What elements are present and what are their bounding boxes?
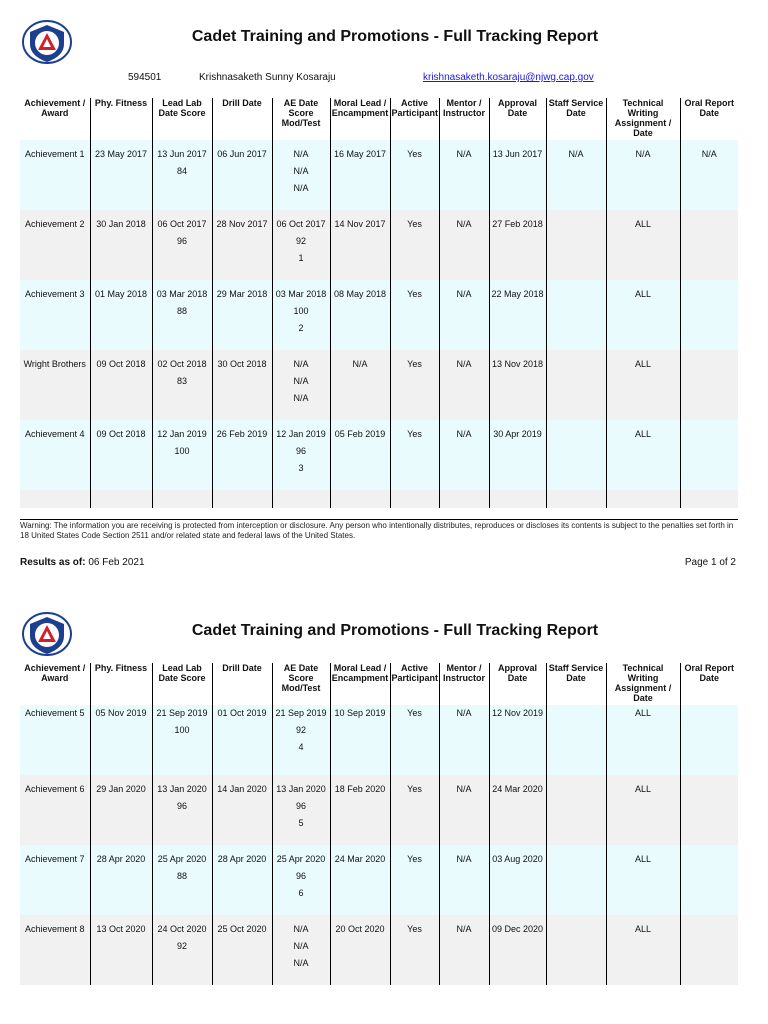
table-header-row [20,98,738,140]
table-cell: N/A N/A N/A [272,140,330,210]
table-cell [680,845,738,915]
column-header: Mentor / Instructor [439,98,489,140]
column-header: Phy. Fitness [90,98,152,140]
table-cell: 28 Apr 2020 [90,845,152,915]
table-cell: 25 Apr 2020 88 [152,845,212,915]
table-cell: N/A [439,280,489,350]
table-cell: 05 Nov 2019 [90,705,152,775]
table-cell: 03 Mar 2018 88 [152,280,212,350]
report-title: Cadet Training and Promotions - Full Tracking Report [191,622,599,639]
table-cell [680,350,738,420]
table-cell: N/A [439,705,489,775]
column-header: Drill Date [212,98,272,140]
table-cell: 09 Oct 2018 [90,350,152,420]
table-row [20,915,738,985]
table-row [20,210,738,280]
table-cell: 03 Mar 2018 100 2 [272,280,330,350]
table-cell: 12 Jan 2019 100 [152,420,212,490]
table-cell [390,490,439,508]
table-row [20,140,738,210]
table-row-filler [20,490,738,508]
table-cell: 22 May 2018 [489,280,546,350]
table-cell: N/A [606,140,680,210]
table-cell [546,915,606,985]
table-cell: Yes [390,280,439,350]
table-cell: N/A [680,140,738,210]
divider [20,519,738,520]
table-cell [606,490,680,508]
table-cell: Yes [390,420,439,490]
column-header: Phy. Fitness [90,663,152,705]
table-cell: N/A N/A N/A [272,915,330,985]
table-cell: Achievement 6 [20,775,90,845]
table-cell: 13 Nov 2018 [489,350,546,420]
table-cell: N/A N/A N/A [272,350,330,420]
column-header: AE Date Score Mod/Test [272,663,330,705]
table-cell: ALL [606,845,680,915]
table-cell: 06 Jun 2017 [212,140,272,210]
table-cell: 12 Jan 2019 96 3 [272,420,330,490]
column-header: Approval Date [489,663,546,705]
table-cell: 20 Oct 2020 [330,915,390,985]
results-as-of [20,557,145,568]
table-cell [546,210,606,280]
table-cell [680,420,738,490]
table-cell: 28 Apr 2020 [212,845,272,915]
table-cell: 09 Dec 2020 [489,915,546,985]
table-cell: 14 Nov 2017 [330,210,390,280]
column-header: Achievement / Award [20,663,90,705]
table-cell [546,350,606,420]
table-cell: 18 Feb 2020 [330,775,390,845]
table-cell: ALL [606,210,680,280]
table-cell: 27 Feb 2018 [489,210,546,280]
table-cell: N/A [439,915,489,985]
table-cell: 24 Mar 2020 [489,775,546,845]
table-cell: N/A [439,775,489,845]
table-cell: 23 May 2017 [90,140,152,210]
table-cell: 06 Oct 2017 92 1 [272,210,330,280]
table-cell: 13 Oct 2020 [90,915,152,985]
table-cell: 26 Feb 2019 [212,420,272,490]
table-cell: 29 Mar 2018 [212,280,272,350]
column-header: Achievement / Award [20,98,90,140]
table-cell: ALL [606,705,680,775]
table-cell: 01 Oct 2019 [212,705,272,775]
table-cell: 14 Jan 2020 [212,775,272,845]
table-cell: N/A [439,210,489,280]
column-header: Drill Date [212,663,272,705]
table-cell: 24 Mar 2020 [330,845,390,915]
column-header: Staff Service Date [546,98,606,140]
table-cell: Achievement 3 [20,280,90,350]
column-header: AE Date Score Mod/Test [272,98,330,140]
table-cell: 10 Sep 2019 [330,705,390,775]
warning-text: Warning: The information you are receiving is protected from interception or disclosure. Any person who intentionally distributes, reproduces or discloses its contents is subject to the penalties set forth in 18 United States Code Section 2511 and/or related state and federal laws of the United States. [20,521,734,540]
table-cell: Yes [390,915,439,985]
table-cell [546,420,606,490]
report-title: Cadet Training and Promotions - Full Tracking Report [191,28,599,45]
table-cell: 24 Oct 2020 92 [152,915,212,985]
results-date: 06 Feb 2021 [88,557,145,568]
table-cell [680,915,738,985]
table-cell: 02 Oct 2018 83 [152,350,212,420]
table-cell [90,490,152,508]
table-row [20,845,738,915]
table-cell: 13 Jun 2017 84 [152,140,212,210]
column-header: Moral Lead / Encampment [330,98,390,140]
table-cell: Yes [390,705,439,775]
table-cell [152,490,212,508]
table-cell: N/A [330,350,390,420]
table-cell: Achievement 1 [20,140,90,210]
table-cell: ALL [606,350,680,420]
table-cell: 21 Sep 2019 92 4 [272,705,330,775]
table-cell: Yes [390,210,439,280]
column-header: Active Participant [390,98,439,140]
table-cell: 29 Jan 2020 [90,775,152,845]
table-cell [546,705,606,775]
table-cell: 01 May 2018 [90,280,152,350]
table-row [20,280,738,350]
table-cell: Achievement 7 [20,845,90,915]
table-cell: 16 May 2017 [330,140,390,210]
column-header: Staff Service Date [546,663,606,705]
table-cell: 06 Oct 2017 96 [152,210,212,280]
tracking-table-page1 [20,98,738,508]
table-cell [212,490,272,508]
table-cell: 12 Nov 2019 [489,705,546,775]
table-cell [546,490,606,508]
results-label: Results as of: [20,557,86,568]
table-cell [680,705,738,775]
column-header: Mentor / Instructor [439,663,489,705]
table-cell: 25 Oct 2020 [212,915,272,985]
table-row [20,775,738,845]
column-header: Technical Writing Assignment / Date [606,663,680,705]
table-cell: N/A [439,420,489,490]
table-cell [330,490,390,508]
table-cell [20,490,90,508]
table-cell: Achievement 8 [20,915,90,985]
table-cell: ALL [606,915,680,985]
table-cell [680,490,738,508]
column-header: Oral Report Date [680,98,738,140]
table-cell: ALL [606,280,680,350]
table-cell: 28 Nov 2017 [212,210,272,280]
table-cell: Achievement 5 [20,705,90,775]
column-header: Moral Lead / Encampment [330,663,390,705]
table-cell: 05 Feb 2019 [330,420,390,490]
column-header: Lead Lab Date Score [152,98,212,140]
table-cell: 13 Jun 2017 [489,140,546,210]
table-cell: 21 Sep 2019 100 [152,705,212,775]
table-cell [680,280,738,350]
table-cell: ALL [606,775,680,845]
table-cell: 08 May 2018 [330,280,390,350]
cadet-name: Krishnasaketh Sunny Kosaraju [199,72,336,83]
table-cell: N/A [546,140,606,210]
column-header: Oral Report Date [680,663,738,705]
table-cell [546,280,606,350]
table-cell: Achievement 2 [20,210,90,280]
table-cell: 13 Jan 2020 96 [152,775,212,845]
table-cell [546,845,606,915]
tracking-table-page2 [20,663,738,985]
table-cell: N/A [439,350,489,420]
table-cell: Achievement 4 [20,420,90,490]
column-header: Active Participant [390,663,439,705]
table-cell: 30 Apr 2019 [489,420,546,490]
table-cell: Yes [390,140,439,210]
table-cell [680,210,738,280]
cadet-email-link[interactable]: krishnasaketh.kosaraju@njwg.cap.gov [423,72,594,83]
table-cell: Yes [390,350,439,420]
table-cell: Yes [390,845,439,915]
table-cell: 13 Jan 2020 96 5 [272,775,330,845]
table-row [20,705,738,775]
table-cell [439,490,489,508]
column-header: Lead Lab Date Score [152,663,212,705]
table-cell: N/A [439,140,489,210]
column-header: Technical Writing Assignment / Date [606,98,680,140]
column-header: Approval Date [489,98,546,140]
table-cell: Yes [390,775,439,845]
table-cell [680,775,738,845]
table-cell: Wright Brothers [20,350,90,420]
page-number: Page 1 of 2 [684,557,736,568]
table-cell: N/A [439,845,489,915]
table-cell [489,490,546,508]
table-cell: 25 Apr 2020 96 6 [272,845,330,915]
table-row [20,350,738,420]
cadet-id: 594501 [128,72,162,83]
table-cell: 30 Oct 2018 [212,350,272,420]
table-row [20,420,738,490]
table-cell: 03 Aug 2020 [489,845,546,915]
table-cell: 09 Oct 2018 [90,420,152,490]
table-cell [272,490,330,508]
table-cell: 30 Jan 2018 [90,210,152,280]
table-cell [546,775,606,845]
table-header-row [20,663,738,705]
table-cell: ALL [606,420,680,490]
